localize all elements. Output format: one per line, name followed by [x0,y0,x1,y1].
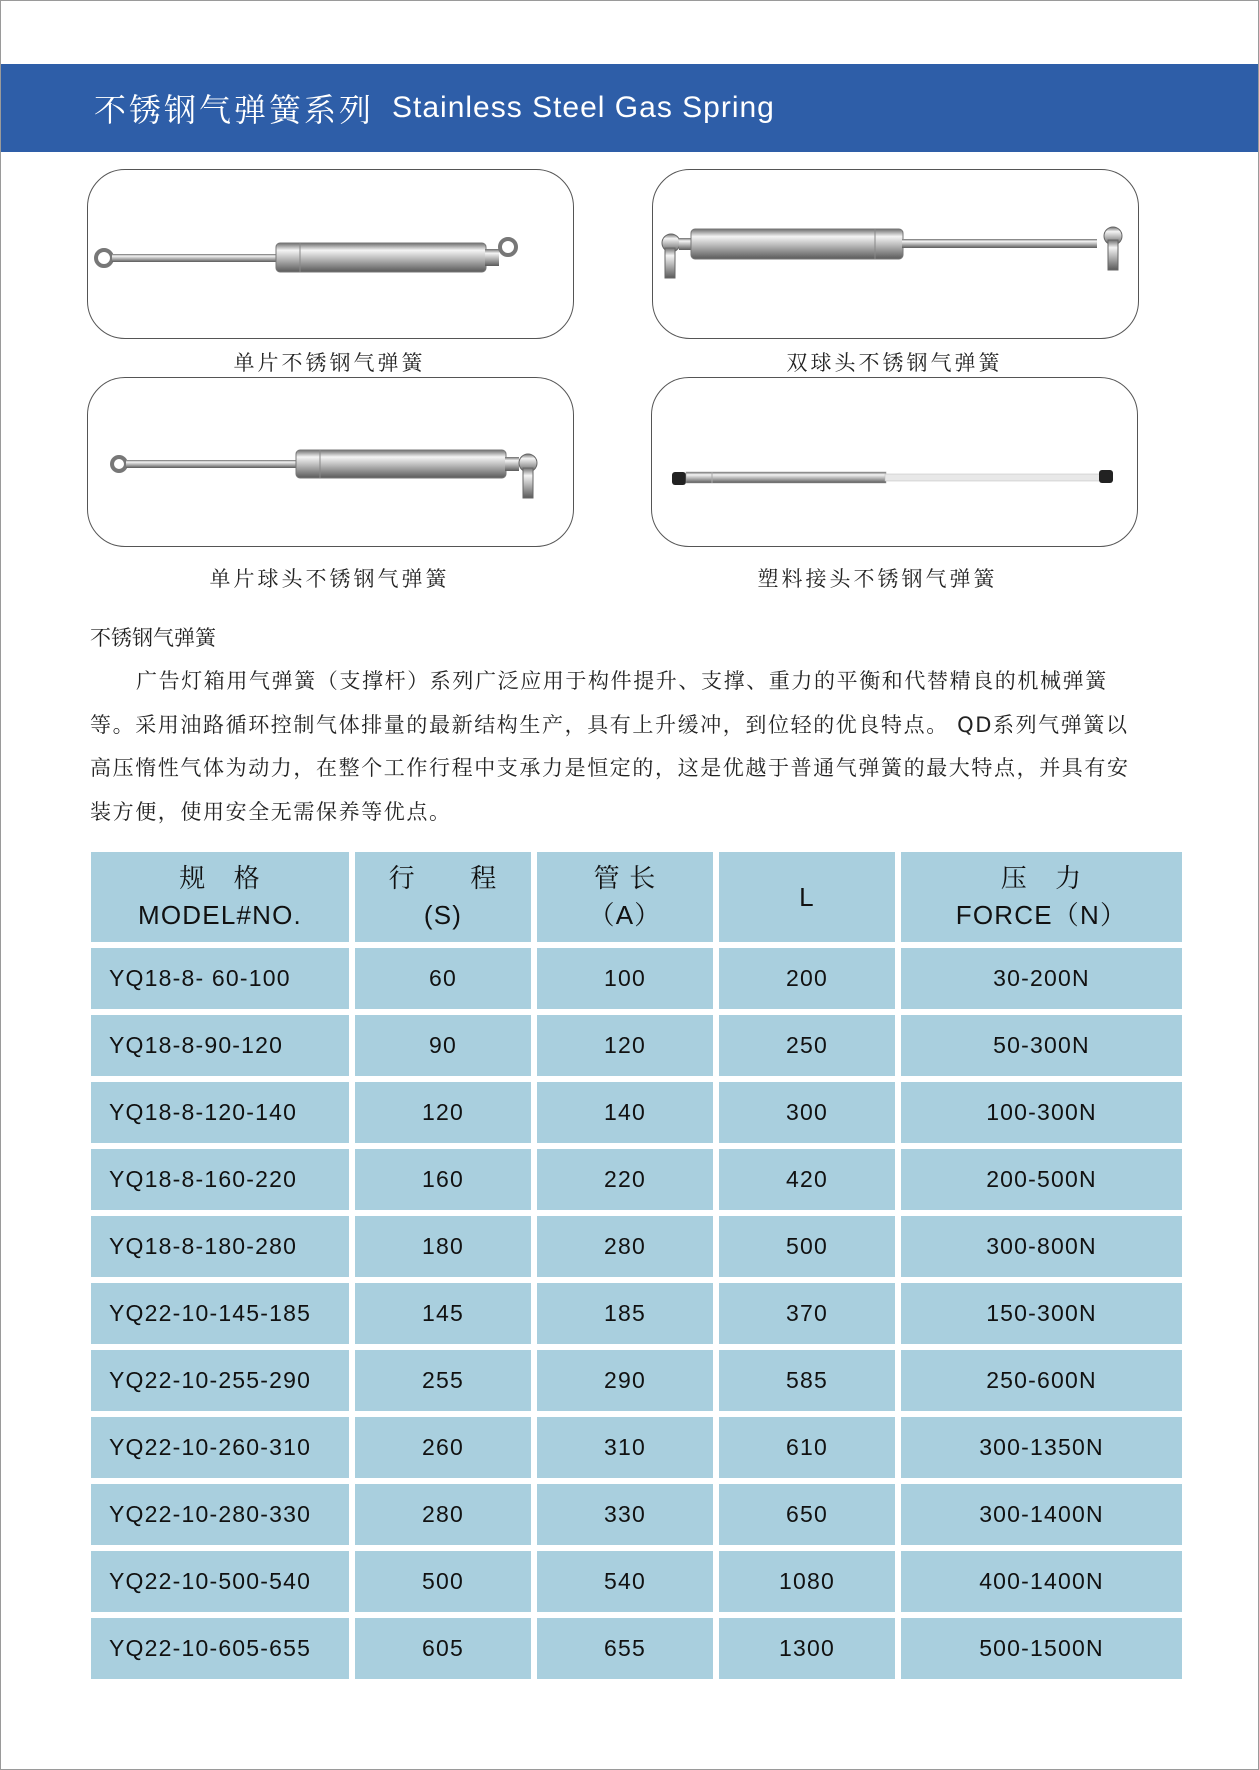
cell-model: YQ18-8- 60-100 [91,948,349,1009]
cell-stroke: 605 [355,1618,531,1679]
cell-model: YQ18-8-180-280 [91,1216,349,1277]
product-card-double-ball [652,169,1139,339]
header-force-cn: 压 力 [1000,863,1083,893]
product-card-plastic-end [651,377,1138,547]
cell-model: YQ22-10-500-540 [91,1551,349,1612]
cell-force: 300-1400N [901,1484,1182,1545]
cell-tube-length: 140 [537,1082,713,1143]
cell-length: 610 [719,1417,895,1478]
product-card-eyelet-ball [87,377,574,547]
cell-length: 370 [719,1283,895,1344]
header-force-en: FORCE（N） [955,900,1128,930]
cell-stroke: 500 [355,1551,531,1612]
table-row [91,1551,1182,1612]
single-eyelet-gas-spring-icon [88,170,573,338]
double-ball-joint-gas-spring-icon [653,170,1138,338]
cell-stroke: 160 [355,1149,531,1210]
header-model-en: MODEL#NO. [138,900,302,930]
cell-force: 500-1500N [901,1618,1182,1679]
page-title-en: Stainless Steel Gas Spring [392,91,775,124]
product-card-single [87,169,574,339]
header-stroke [355,852,531,942]
cell-length: 585 [719,1350,895,1411]
table-row [91,1350,1182,1411]
cell-tube-length: 280 [537,1216,713,1277]
cell-tube-length: 220 [537,1149,713,1210]
cell-length: 650 [719,1484,895,1545]
cell-force: 250-600N [901,1350,1182,1411]
header-model [91,852,349,942]
table-row [91,1015,1182,1076]
cell-length: 1300 [719,1618,895,1679]
header-stroke-cn: 行 程 [388,863,498,893]
cell-force: 100-300N [901,1082,1182,1143]
cell-model: YQ22-10-260-310 [91,1417,349,1478]
cell-model: YQ22-10-255-290 [91,1350,349,1411]
header-length [719,852,895,942]
cell-force: 30-200N [901,948,1182,1009]
header-stroke-en: (S) [423,900,463,930]
description-title: 不锈钢气弹簧 [90,626,216,650]
cell-force: 300-1350N [901,1417,1182,1478]
cell-stroke: 145 [355,1283,531,1344]
table-header-row [91,852,1182,942]
plastic-end-gas-spring-icon [652,378,1137,546]
cell-force: 50-300N [901,1015,1182,1076]
cell-force: 400-1400N [901,1551,1182,1612]
table-row [91,1082,1182,1143]
cell-length: 420 [719,1149,895,1210]
cell-tube-length: 655 [537,1618,713,1679]
cell-tube-length: 120 [537,1015,713,1076]
cell-tube-length: 310 [537,1417,713,1478]
description-body: 广告灯箱用气弹簧（支撑杆）系列广泛应用于构件提升、支撑、重力的平衡和代替精良的机械弹簧等。采用油路循环控制气体排量的最新结构生产，具有上升缓冲，到位轻的优良特点。 QD系列气弹簧以高压惰性气体为动力，在整个工作行程中支承力是恒定的，这是优越于普通气弹簧的最大特点，并具有安装方便，使用安全无需保养等优点。 [90,669,1130,824]
product-caption-plastic-end: 塑料接头不锈钢气弹簧 [757,567,998,591]
cell-model: YQ22-10-605-655 [91,1618,349,1679]
eyelet-ball-joint-gas-spring-icon [88,378,573,546]
cell-force: 200-500N [901,1149,1182,1210]
header-tube-length [537,852,713,942]
table-row [91,948,1182,1009]
cell-tube-length: 100 [537,948,713,1009]
page-title-cn: 不锈钢气弹簧系列 [94,91,375,129]
table-row [91,1618,1182,1679]
header-force [901,852,1182,942]
cell-tube-length: 540 [537,1551,713,1612]
product-caption-single: 单片不锈钢气弹簧 [233,351,426,375]
cell-length: 1080 [719,1551,895,1612]
cell-stroke: 60 [355,948,531,1009]
header-tube-en: （A） [588,900,662,930]
cell-tube-length: 290 [537,1350,713,1411]
header-banner [1,64,1258,152]
table-row [91,1484,1182,1545]
cell-stroke: 120 [355,1082,531,1143]
table-row [91,1417,1182,1478]
header-length-label: L [799,881,815,912]
cell-length: 250 [719,1015,895,1076]
product-caption-double-ball: 双球头不锈钢气弹簧 [786,351,1003,375]
cell-stroke: 260 [355,1417,531,1478]
cell-length: 200 [719,948,895,1009]
table-row [91,1283,1182,1344]
spec-table [85,846,1188,1685]
cell-model: YQ18-8-120-140 [91,1082,349,1143]
cell-length: 500 [719,1216,895,1277]
cell-force: 300-800N [901,1216,1182,1277]
header-model-cn: 规 格 [179,863,261,893]
cell-force: 150-300N [901,1283,1182,1344]
cell-stroke: 280 [355,1484,531,1545]
cell-tube-length: 185 [537,1283,713,1344]
table-row [91,1216,1182,1277]
cell-model: YQ18-8-160-220 [91,1149,349,1210]
cell-stroke: 90 [355,1015,531,1076]
cell-length: 300 [719,1082,895,1143]
cell-model: YQ22-10-145-185 [91,1283,349,1344]
cell-tube-length: 330 [537,1484,713,1545]
cell-model: YQ18-8-90-120 [91,1015,349,1076]
cell-stroke: 255 [355,1350,531,1411]
product-caption-eyelet-ball: 单片球头不锈钢气弹簧 [209,567,450,591]
table-row [91,1149,1182,1210]
header-tube-cn: 管 长 [593,863,657,893]
cell-stroke: 180 [355,1216,531,1277]
cell-model: YQ22-10-280-330 [91,1484,349,1545]
